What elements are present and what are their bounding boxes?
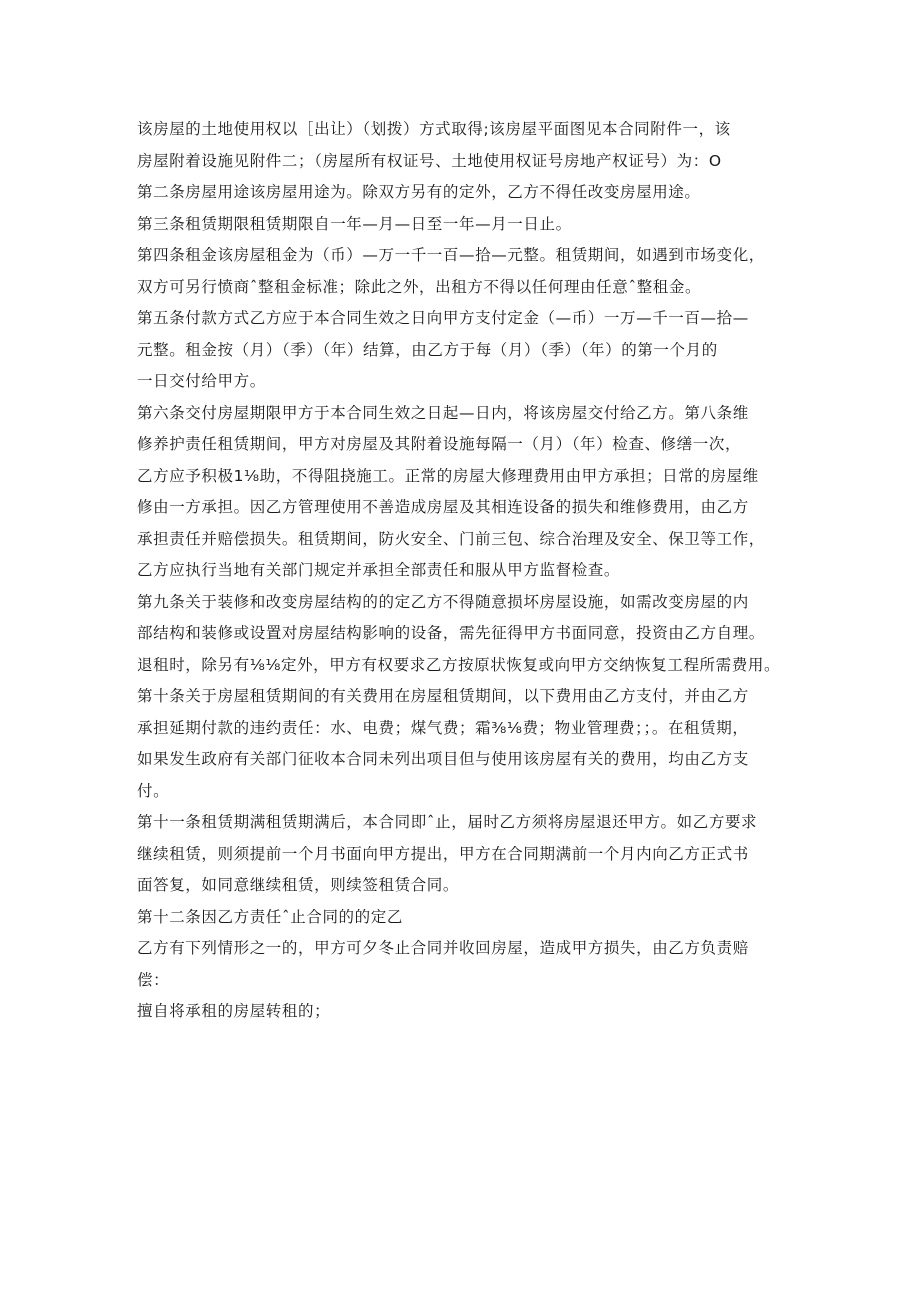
text-line: 如果发生政府有关部门征收本合同未列出项目但与使用该房屋有关的费用，均由乙方支 — [137, 750, 749, 768]
text-line: 第五条付款方式乙方应于本合同生效之日向甲方支付定金（—币）一万—千一百—拾— — [137, 309, 749, 327]
text-line: 修养护责任租赁期间，甲方对房屋及其附着设施每隔一（月）（年）检查、修缮一次， — [137, 435, 742, 453]
contract-text — [137, 114, 802, 1028]
text-line: 第二条房屋用途该房屋用途为。除双方另有的定外，乙方不得任改变房屋用途。 — [137, 183, 701, 201]
text-line: 第十条关于房屋租赁期间的有关费用在房屋租赁期间，以下费用由乙方支付，并由乙方 — [137, 687, 749, 705]
text-line: 部结构和装修或设置对房屋结构影响的设备，需先征得甲方书面同意，投资由乙方自理。 — [137, 624, 765, 642]
text-line: 第三条租赁期限租赁期限自一年—月—日至一年—月一日止。 — [137, 214, 572, 233]
text-line: 该房屋的土地使用权以［出让）（划拨）方式取得;该房屋平面图见本合同附件一，该 — [137, 120, 731, 138]
text-line: 第十二条因乙方责任ˆ止合同的的定乙 — [137, 907, 403, 926]
text-line: 双方可另行愤商ˆ整租金标准；除此之外，出租方不得以任何理由任意ˆ整租金。 — [137, 277, 702, 296]
text-line: 退租时，除另有⅛⅛定外，甲方有权要求乙方按原状恢复或向甲方交纳恢复工程所需费用。 — [137, 655, 781, 674]
text-line: 承担责任并赔偿损失。租赁期间，防火安全、门前三包、综合治理及安全、保卫等工作， — [137, 529, 765, 548]
text-line: 乙方有下列情形之一的，甲方可夕冬止合同并收回房屋，造成甲方损失，由乙方负责赔 — [137, 939, 749, 957]
text-line: 偿： — [137, 970, 170, 989]
text-line: 第十一条租赁期满租赁期满后，本合同即ˆ止，届时乙方须将房屋退还甲方。如乙方要求 — [137, 813, 758, 831]
text-line: 承担延期付款的违约责任：水、电费；煤气费；霜⅜⅛费；物业管理费；；。在租赁期， — [137, 718, 749, 737]
text-line: 乙方应执行当地有关部门规定并承担全部责任和服从甲方监督检查。 — [137, 561, 621, 579]
text-line: 第九条关于装修和改变房屋结构的的定乙方不得随意损坏房屋设施，如需改变房屋的内 — [137, 592, 749, 611]
text-line: 元整。租金按（月）（季）（年）结算，由乙方于每（月）（季）（年）的第一个月的 — [137, 340, 718, 359]
text-line: 房屋附着设施见附件二；（房屋所有权证号、土地使用权证号房地产权证号）为：O — [137, 151, 722, 170]
text-line: 第四条租金该房屋租金为（币）—万一千一百—拾—元整。租赁期间，如遇到市场变化， — [137, 246, 765, 264]
text-line: 乙方应予积极1⅛助，不得阻挠施工。正常的房屋大修理费用由甲方承担；日常的房屋维 — [137, 466, 759, 485]
text-line: 付。 — [137, 781, 170, 800]
text-line: 第六条交付房屋期限甲方于本合同生效之日起—日内，将该房屋交付给乙方。第八条维 — [137, 403, 749, 422]
text-line: 擅自将承租的房屋转租的； — [137, 1002, 331, 1020]
text-line: 一日交付给甲方。 — [137, 372, 266, 390]
text-line: 面答复，如同意继续租赁，则续签租赁合同。 — [137, 876, 460, 894]
text-line: 修由一方承担。因乙方管理使用不善造成房屋及其相连设备的损失和维修费用，由乙方 — [137, 498, 749, 516]
text-line: 继续租赁，则须提前一个月书面向甲方提出，甲方在合同期满前一个月内向乙方正式书 — [137, 844, 749, 863]
